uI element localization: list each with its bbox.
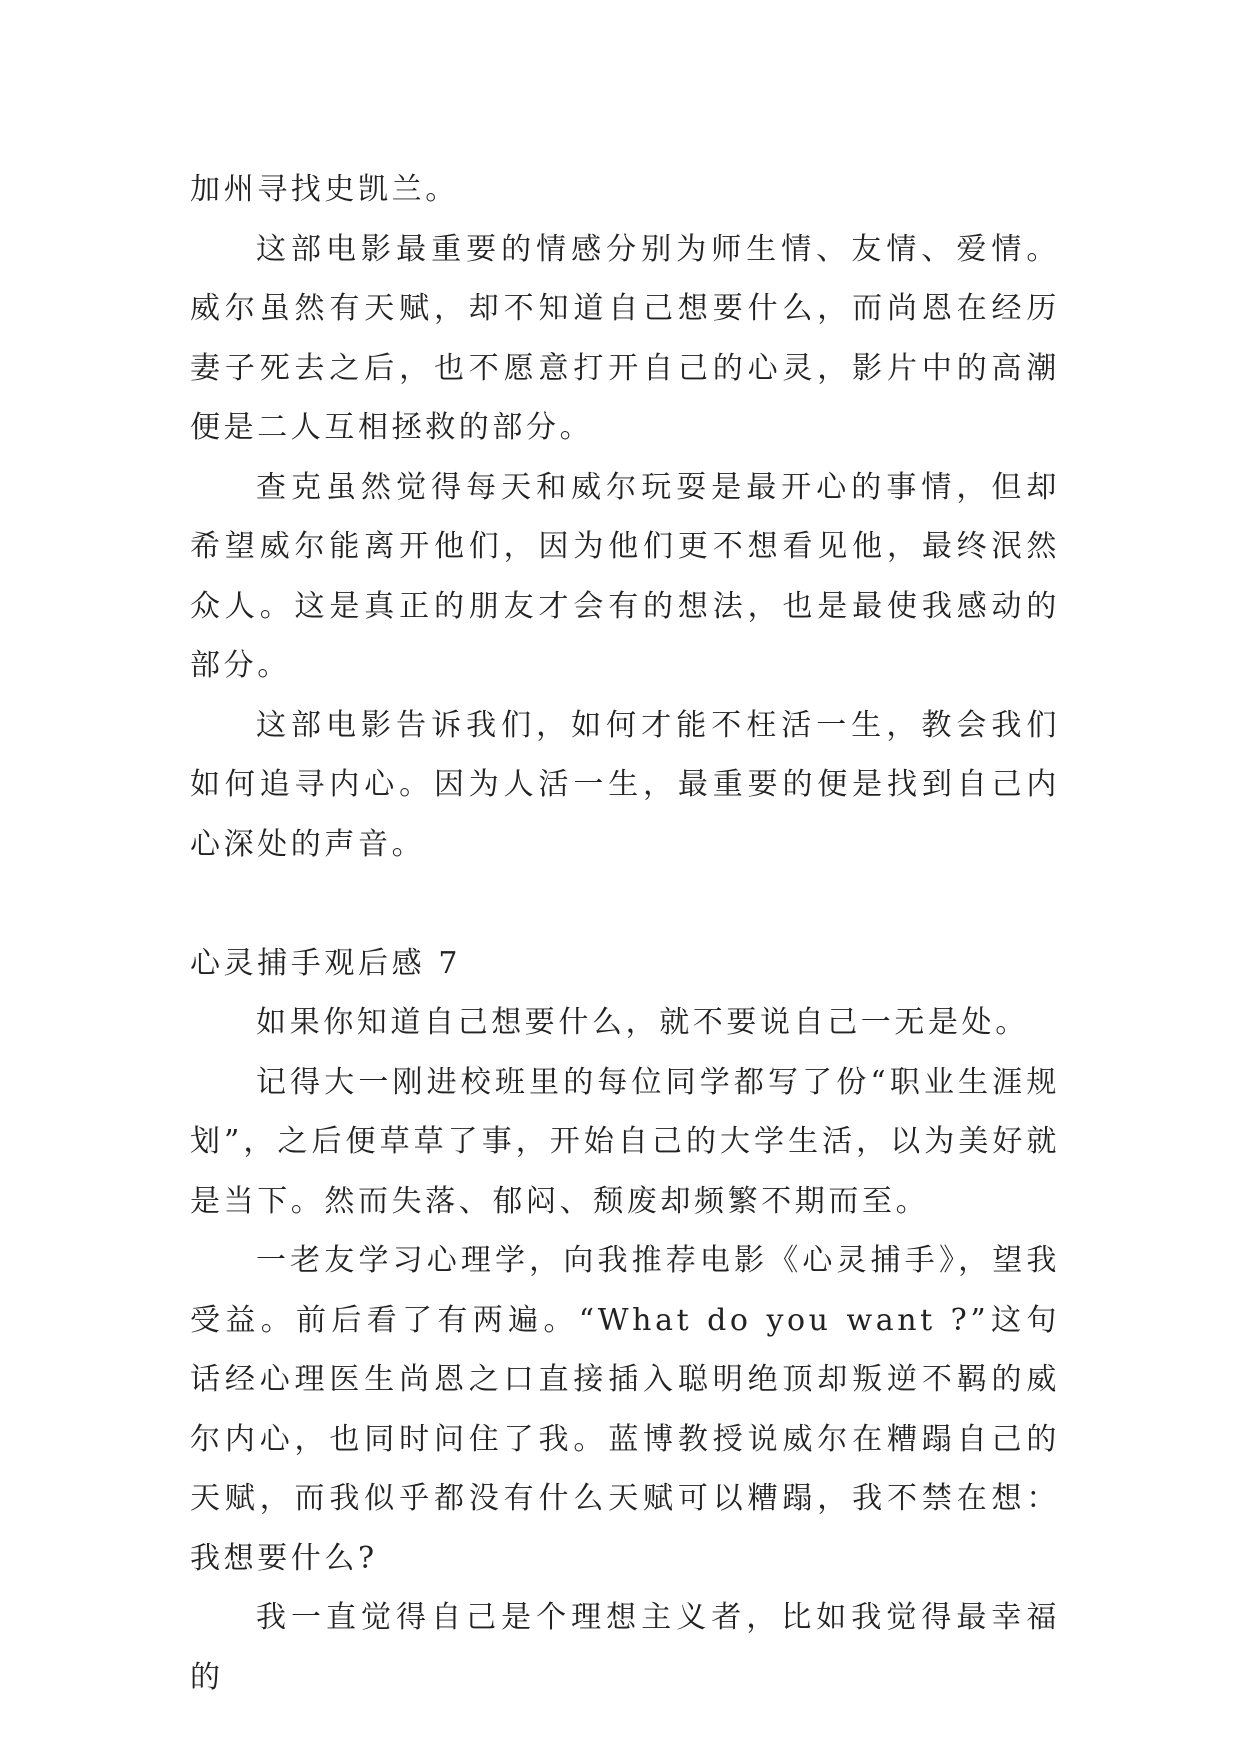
paragraph: 我一直觉得自己是个理想主义者，比如我觉得最幸福的 — [190, 1600, 1060, 1695]
continuation-text: 加州寻找史凯兰。 — [190, 172, 459, 207]
paragraph: 如果你知道自己想要什么，就不要说自己一无是处。 — [256, 1005, 1029, 1040]
section-title: 心灵捕手观后感 7 — [190, 945, 462, 981]
paragraph: 这部电影告诉我们，如何才能不枉活一生，教会我们如何追寻内心。因为人活一生，最重要的便是找到自己内心深处的声音。 — [190, 707, 1060, 862]
paragraph: 查克虽然觉得每天和威尔玩耍是最开心的事情，但却希望威尔能离开他们，因为他们更不想看见他，最终泯然众人。这是真正的朋友才会有的想法，也是最使我感动的部分。 — [190, 469, 1060, 683]
document-body — [190, 160, 1060, 1707]
section-spacer — [190, 874, 1060, 934]
paragraph: 记得大一刚进校班里的每位同学都写了份“职业生涯规划”，之后便草草了事，开始自己的大学生活，以为美好就是当下。然而失落、郁闷、颓废却频繁不期而至。 — [190, 1064, 1060, 1219]
paragraph: 一老友学习心理学，向我推荐电影《心灵捕手》，望我受益。前后看了有两遍。“What do you want ?”这句话经心理医生尚恩之口直接插入聪明绝顶却叛逆不羁的威尔内心，也同时问住了我。蓝博教授说威尔在糟蹋自己的天赋，而我似乎都没有什么天赋可以糟蹋，我不禁在想：我想要什么? — [190, 1243, 1060, 1576]
paragraph: 这部电影最重要的情感分别为师生情、友情、爱情。威尔虽然有天赋，却不知道自己想要什么，而尚恩在经历妻子死去之后，也不愿意打开自己的心灵，影片中的高潮便是二人互相拯救的部分。 — [190, 231, 1060, 445]
